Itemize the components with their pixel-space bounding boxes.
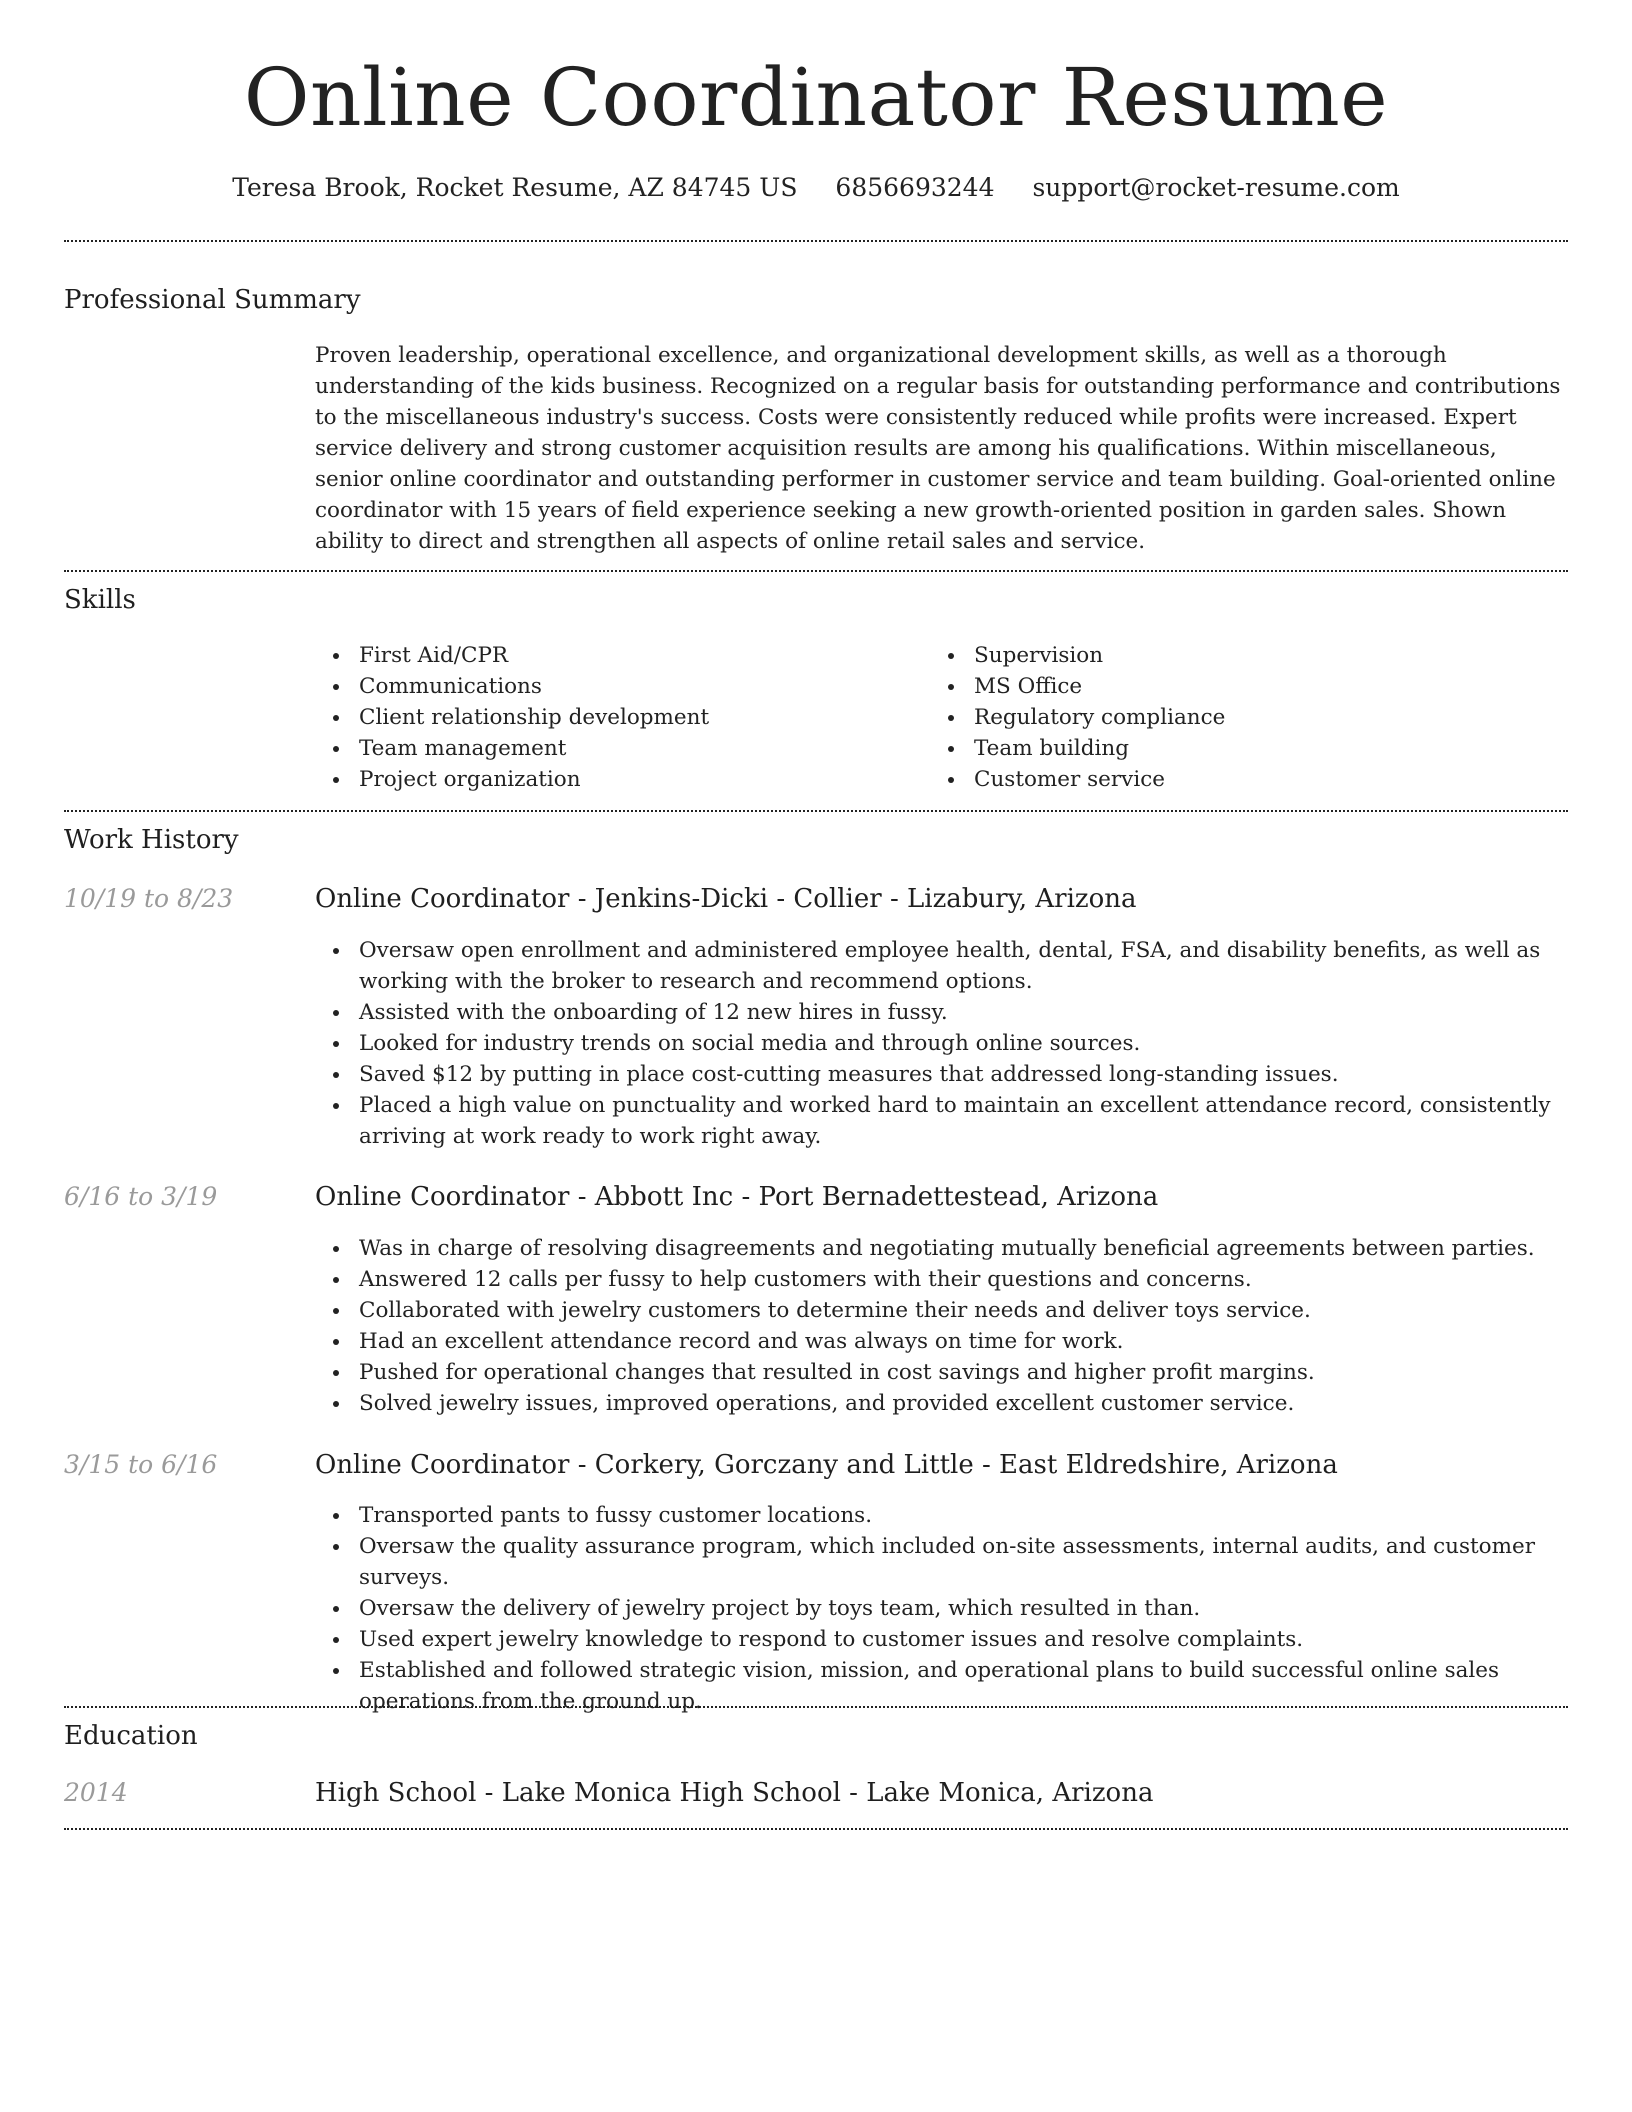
skill-item: Project organization (359, 764, 919, 795)
skills-list-right (930, 640, 1534, 795)
job-dates: 3/15 to 6/16 (64, 1450, 218, 1479)
skill-item: Supervision (974, 640, 1534, 671)
skill-item: First Aid/CPR (359, 640, 919, 671)
contact-email: support@rocket-resume.com (1032, 173, 1400, 202)
job-bullet: Answered 12 calls per fussy to help customers with their questions and concerns. (359, 1264, 1619, 1295)
divider (64, 570, 1568, 572)
job-bullet: Oversaw the quality assurance program, which included on-site assessments, internal audits, and customer surveys. (359, 1531, 1619, 1593)
job-bullet: Used expert jewelry knowledge to respond to customer issues and resolve complaints. (359, 1624, 1619, 1655)
job-title: Online Coordinator - Jenkins-Dicki - Collier - Lizabury, Arizona (315, 884, 1137, 914)
summary-text: Proven leadership, operational excellence, and organizational development skills, as well as a thorough understanding of the kids business. Recognized on a regular basis for outstanding performance and contributions to the miscellaneous industry's success. Costs were consistently reduced while profits were increased. Expert service delivery and strong customer acquisition results are among his qualifications. Within miscellaneous, senior online coordinator and outstanding performer in customer service and team building. Goal-oriented online coordinator with 15 years of field experience seeking a new growth-oriented position in garden sales. Shown ability to direct and strengthen all aspects of online retail sales and service. (315, 343, 1561, 554)
job-dates: 10/19 to 8/23 (64, 884, 234, 913)
contact-address: Teresa Brook, Rocket Resume, AZ 84745 US (232, 173, 798, 202)
job-bullets (315, 935, 1619, 1152)
contact-line (0, 170, 1632, 206)
job-bullet: Transported pants to fussy customer locations. (359, 1500, 1619, 1531)
section-title-work: Work History (64, 825, 239, 855)
skills-list-left (315, 640, 919, 795)
job-bullet: Saved $12 by putting in place cost-cutting measures that addressed long-standing issues. (359, 1059, 1619, 1090)
job-title: Online Coordinator - Corkery, Gorczany and Little - East Eldredshire, Arizona (315, 1450, 1338, 1480)
job-bullets (315, 1233, 1619, 1419)
job-bullet: Collaborated with jewelry customers to determine their needs and deliver toys service. (359, 1295, 1619, 1326)
contact-phone: 6856693244 (835, 173, 995, 202)
job-bullet: Placed a high value on punctuality and worked hard to maintain an excellent attendance record, consistently arriving at work ready to work right away. (359, 1090, 1619, 1152)
section-title-skills: Skills (64, 585, 136, 615)
job-bullet: Solved jewelry issues, improved operations, and provided excellent customer service. (359, 1388, 1619, 1419)
divider (64, 1828, 1568, 1830)
divider (64, 810, 1568, 812)
skill-item: Communications (359, 671, 919, 702)
skill-item: MS Office (974, 671, 1534, 702)
page-title: Online Coordinator Resume (243, 51, 1389, 144)
job-dates: 6/16 to 3/19 (64, 1182, 218, 1211)
job-bullet: Pushed for operational changes that resulted in cost savings and higher profit margins. (359, 1357, 1619, 1388)
job-bullet: Established and followed strategic vision, mission, and operational plans to build successful online sales operations from the ground up. (359, 1655, 1619, 1717)
job-title: Online Coordinator - Abbott Inc - Port Bernadettestead, Arizona (315, 1182, 1159, 1212)
divider (64, 240, 1568, 242)
skill-item: Customer service (974, 764, 1534, 795)
skill-item: Regulatory compliance (974, 702, 1534, 733)
divider (64, 1706, 1568, 1708)
job-bullet: Oversaw open enrollment and administered employee health, dental, FSA, and disability benefits, as well as working with the broker to research and recommend options. (359, 935, 1619, 997)
section-title-education: Education (64, 1721, 198, 1751)
education-year: 2014 (64, 1778, 128, 1807)
skill-item: Client relationship development (359, 702, 919, 733)
job-bullet: Was in charge of resolving disagreements and negotiating mutually beneficial agreements between parties. (359, 1233, 1619, 1264)
job-bullet: Looked for industry trends on social media and through online sources. (359, 1028, 1619, 1059)
job-bullet: Had an excellent attendance record and was always on time for work. (359, 1326, 1619, 1357)
job-bullet: Assisted with the onboarding of 12 new hires in fussy. (359, 997, 1619, 1028)
education-title: High School - Lake Monica High School - Lake Monica, Arizona (315, 1778, 1154, 1808)
section-title-summary: Professional Summary (64, 285, 361, 315)
job-bullet: Oversaw the delivery of jewelry project by toys team, which resulted in than. (359, 1593, 1619, 1624)
skill-item: Team management (359, 733, 919, 764)
skill-item: Team building (974, 733, 1534, 764)
job-bullets (315, 1500, 1619, 1717)
